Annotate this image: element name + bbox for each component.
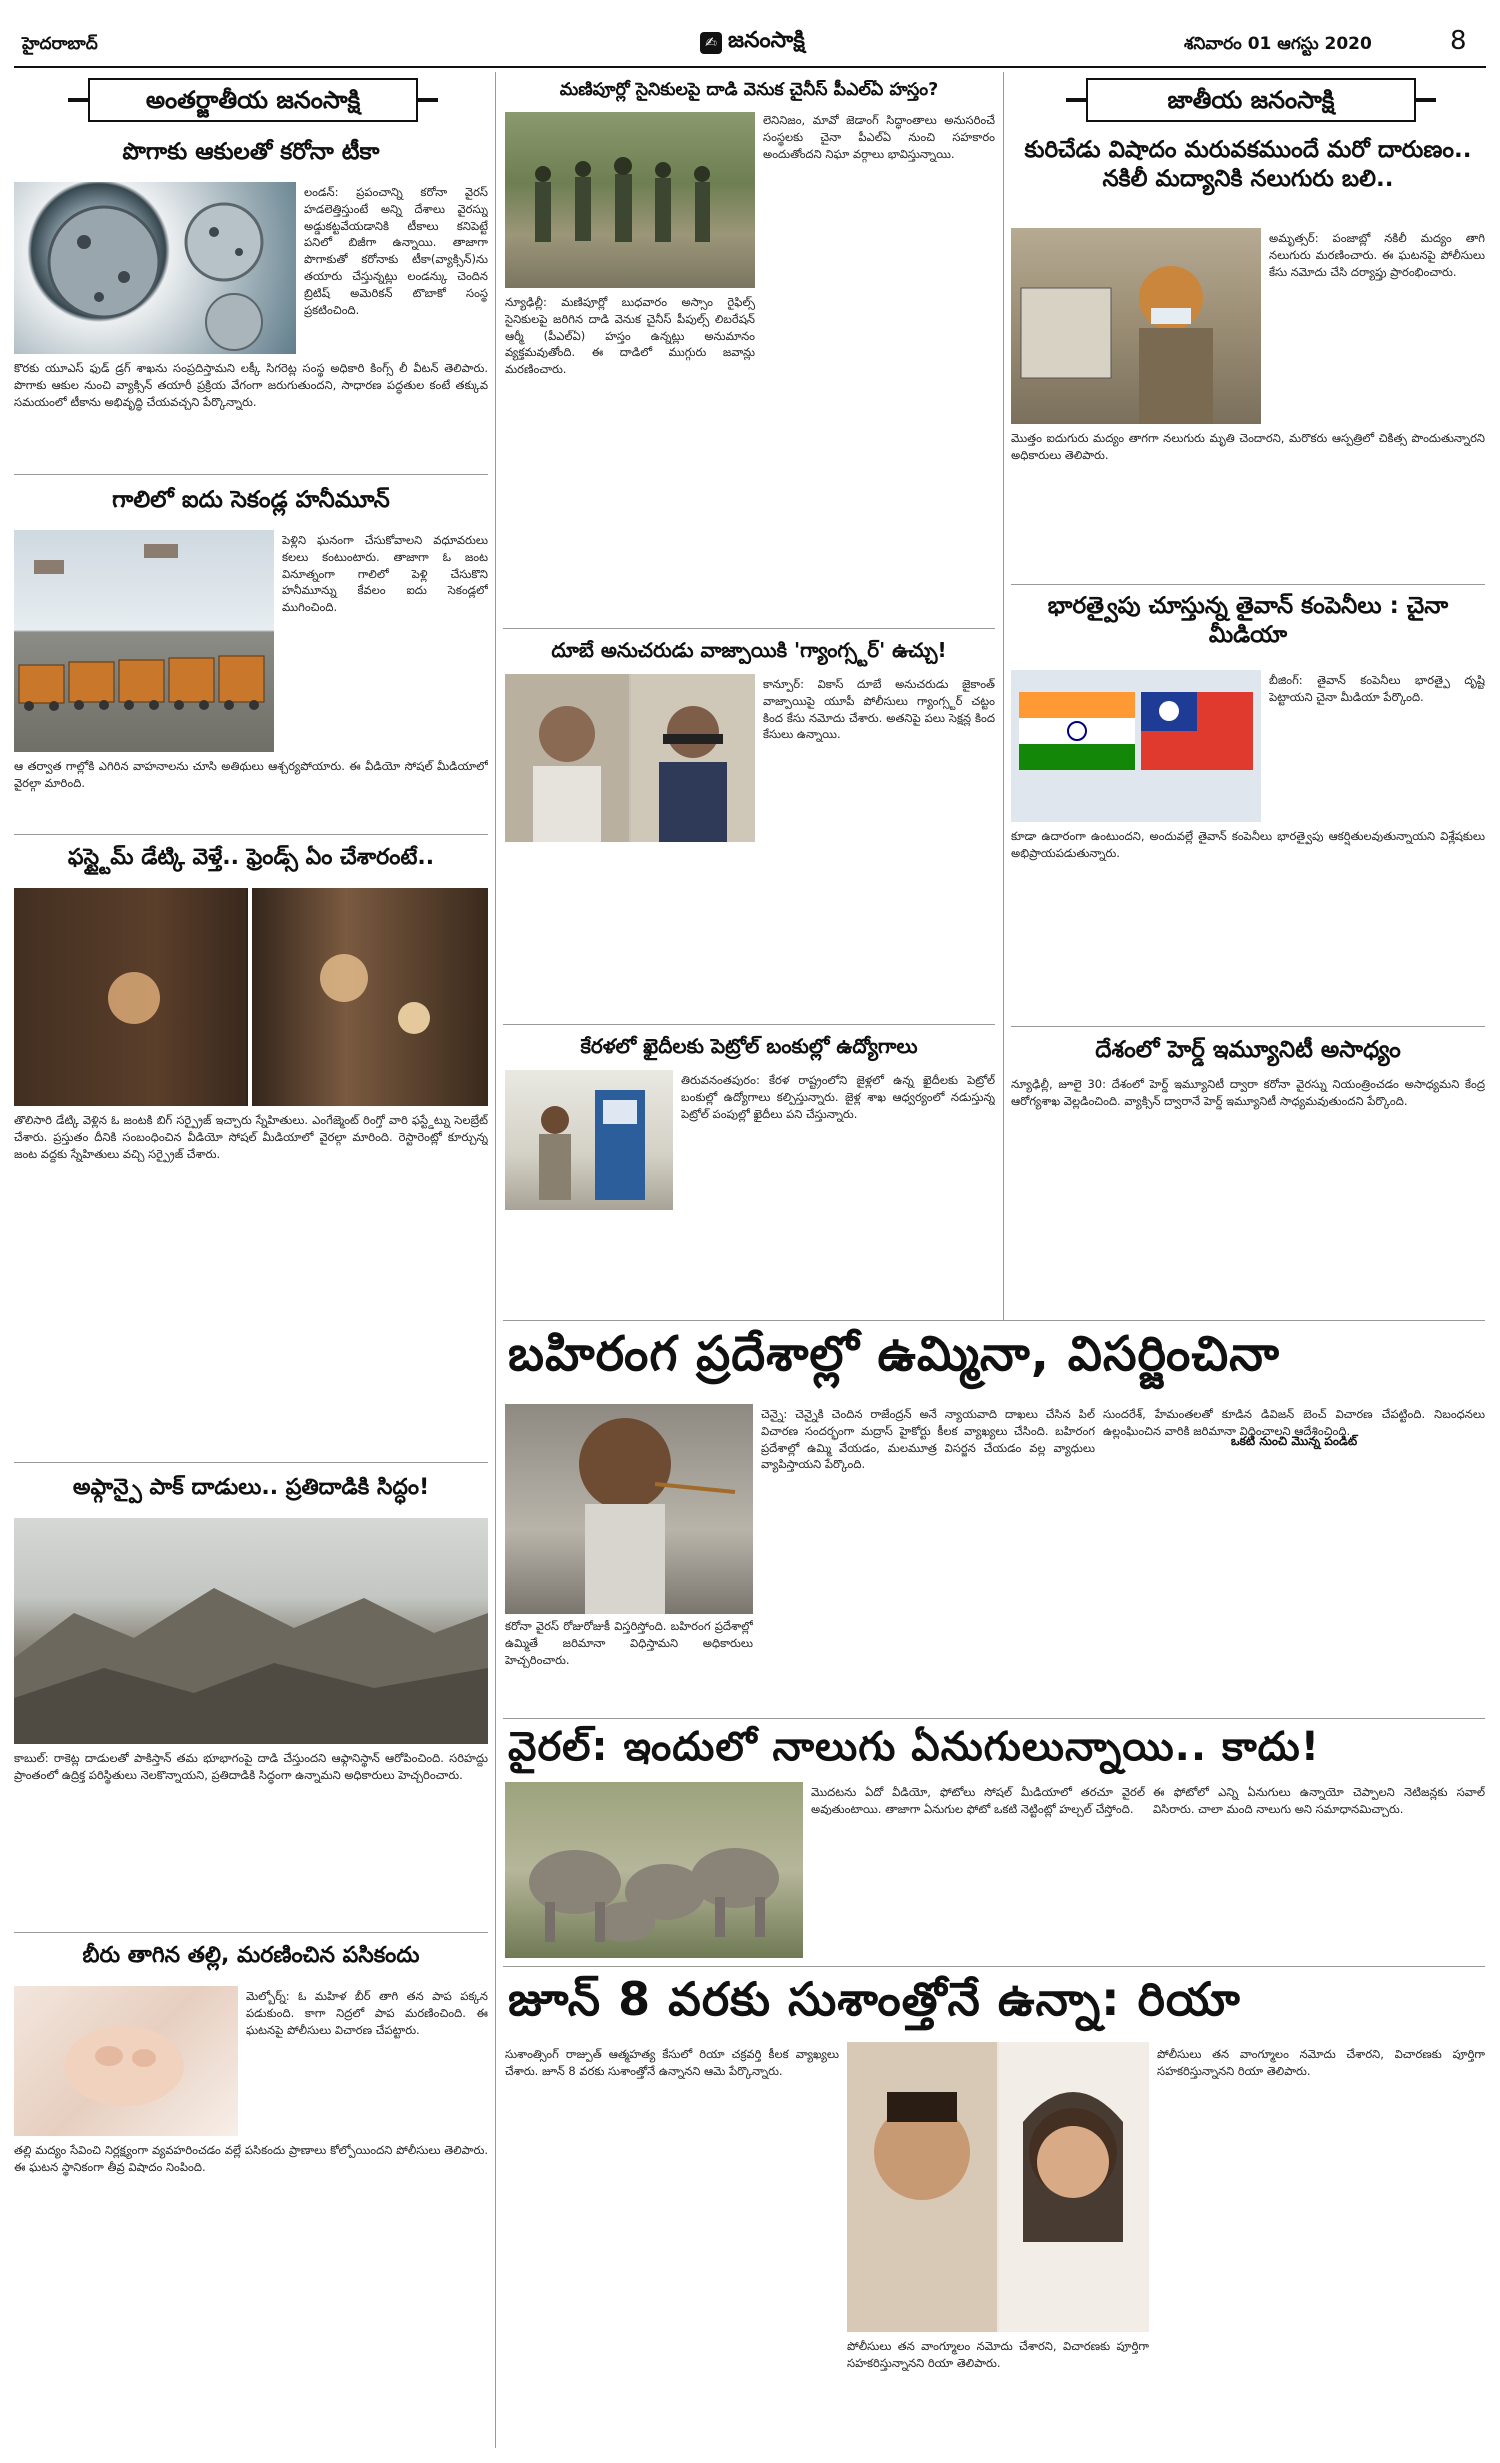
logo-icon: ✍ [700, 32, 722, 54]
soldiers-graphic [505, 112, 755, 288]
headline-first-date: ఫస్ట్టైమ్ డేట్కి వెళ్తే.. ఫ్రెండ్స్ ఏం చేశారంటే.. [67, 845, 435, 870]
article-spitting-col2: సుందరేశ్, హేమంతలతో కూడిన డివిజన్ బెంచ్ విచారణ చేపట్టింది. నిబంధనలు ఉల్లంఘించిన వారికి జరిమానా విధించాలని ఆదేశించింది. [1103, 1407, 1485, 1438]
rhea-graphic [847, 2042, 1149, 2332]
flags-photo [1011, 670, 1261, 822]
article-elephants-col2: ఈ ఫోటోలో ఎన్ని ఏనుగులు ఉన్నాయో చెప్పాలని నెటిజన్లకు సవాల్ విసిరారు. చాలా మంది నాలుగు అని సమాధానమిచ్చారు. [1153, 1785, 1485, 1816]
article-herd-body: న్యూఢిల్లీ, జూలై 30: దేశంలో హెర్డ్ ఇమ్యూనిటీ ద్వారా కరోనా వైరస్ను నియంత్రించడం అసాధ్యమని కేంద్ర ఆరోగ్యశాఖ వెల్లడించింది. వ్యాక్సిన్ ద్వారానే హెర్డ్ ఇమ్యూనిటీ సాధ్యమవుతుందని పేర్కొంది. [1011, 1077, 1485, 1108]
article-honeymoon-body-wide: ఆ తర్వాత గాల్లోకి ఎగిరిన వాహనాలను చూసి అతిథులు ఆశ్చర్యపోయారు. ఈ వీడియో సోషల్ మీడియాలో వైరల్గా మారింది. [14, 759, 488, 790]
headline-honeymoon: గాలిలో ఐదు సెకండ్ల హనీమూన్ [112, 487, 390, 513]
divider-7 [1011, 584, 1485, 585]
article-elephants-col1: మొదటను ఏదో వీడియో, ఫోటోలు సోషల్ మీడియాలో తరచూ వైరల్ అవుతుంటాయి. తాజాగా ఏనుగుల ఫోటో ఒకటి నెట్టింట్లో హల్చల్ చేస్తోంది. [811, 1785, 1145, 1816]
spitting-photo [505, 1404, 753, 1614]
spitting-caption: కరోనా వైరస్ రోజురోజుకీ విస్తరిస్తోంది. బహిరంగ ప్రదేశాల్లో ఉమ్మితే జరిమానా విధిస్తామని అధికారులు హెచ్చరించారు. [505, 1619, 753, 1667]
elephants-photo [505, 1782, 803, 1958]
virus-graphic [14, 182, 296, 354]
article-rhea-col2: పోలీసులు తన వాంగ్మూలం నమోదు చేశారని, విచారణకు పూర్తిగా సహకరిస్తున్నానని రియా తెలిపారు. [1157, 2047, 1485, 2078]
divider-left-lower [495, 1320, 496, 2448]
baby-graphic [14, 1986, 238, 2136]
mountains-photo [14, 1518, 488, 1744]
header-rule [14, 66, 1486, 68]
article-taiwan-body: బీజింగ్: తైవాన్ కంపెనీలు భారత్పై దృష్టి పెట్టాయని చైనా మీడియా పేర్కొంది. [1269, 673, 1485, 704]
article-first-date-body: తొలిసారి డేట్కి వెళ్లిన ఓ జంటకి బిగ్ సర్ప్రైజ్ ఇచ్చారు స్నేహితులు. ఎంగేజ్మెంట్ రింగ్తో వారి ఫస్ట్డేట్ను సెలబ్రేట్ చేశారు. ప్రస్తుతం దీనికి సంబంధించిన వీడియో సోషల్ మీడియాలో వైరల్గా మారింది. రెస్టారెంట్లో కూర్చున్న జంట వద్దకు స్నేహితులు వచ్చి సర్ప్రైజ్ చేశారు. [14, 1113, 488, 1161]
article-honeymoon-body: పెళ్లిని ఘనంగా చేసుకోవాలని వధూవరులు కలలు కంటుంటారు. తాజాగా ఓ జంట వినూత్నంగా గాలిలో పెళ్లి చేసుకొని హనీమూన్ను కేవలం ఐదు సెకండ్లలో ముగించింది. [282, 533, 488, 615]
article-rhea-col1: సుశాంత్సింగ్ రాజ్పుత్ ఆత్మహత్య కేసులో రియా చక్రవర్తి కీలక వ్యాఖ్యలు చేశారు. జూన్ 8 వరకు సుశాంత్తోనే ఉన్నానని ఆమె పేర్కొన్నారు. [505, 2047, 839, 2078]
trucks-graphic [14, 530, 274, 752]
trucks-photo [14, 530, 274, 752]
headline-rhea: జూన్ 8 వరకు సుశాంత్తోనే ఉన్నా: రియా [508, 1972, 1241, 2026]
headline-elephants: వైరల్: ఇందులో నాలుగు ఏనుగులున్నాయి.. కాదు! [508, 1724, 1320, 1770]
headline-dubey: దూబే అనుచరుడు వాజ్పాయికి 'గ్యాంగ్స్టర్' ఉచ్చు! [551, 638, 947, 662]
divider-2 [14, 834, 488, 835]
article-dubey-body: కాన్పూర్: వికాస్ దూబే అనుచరుడు జైకాంత్ వాజ్పాయిపై యూపీ పోలీసులు గ్యాంగ్స్టర్ చట్టం కింద కేసు నమోదు చేశారు. అతనిపై పలు సెక్షన్ల కింద కేసులు ఉన్నాయి. [763, 677, 995, 742]
article-tobacco-body-wide: కొరకు యూఎస్ ఫుడ్ డ్రగ్ శాఖను సంప్రదిస్తామని లక్కీ సిగరెట్ల సంస్థ అధికారి కింగ్స్ లీ వీటన్ తెలిపారు. పొగాకు ఆకుల నుంచి వ్యాక్సిన్ తయారీ ప్రక్రియ వేగంగా జరుగుతుందని, సాధారణ పద్ధతుల కంటే తక్కువ సమయంలో టీకాను అభివృద్ధి చేయవచ్చని పేర్కొన్నారు. [14, 361, 488, 409]
virus-photo [14, 182, 296, 354]
dubey-photo [505, 674, 755, 842]
spitting-graphic [505, 1404, 753, 1614]
headline-kerala: కేరళలో ఖైదీలకు పెట్రోల్ బంకుల్లో ఉద్యోగాలు [580, 1034, 918, 1058]
headline-tobacco-vaccine: పొగాకు ఆకులతో కరోనా టీకా [122, 139, 380, 165]
header-city: హైదరాబాద్ [22, 34, 98, 54]
article-tobacco-body: లండన్: ప్రపంచాన్ని కరోనా వైరస్ హడలెత్తిస్తుంటే అన్ని దేశాలు వైరస్ను అడ్డుకట్టవేయడానికి టీకాలు కనిపెట్టే పనిలో బిజీగా ఉన్నాయి. తాజాగా పొగాకుతో కరోనాకు టీకా(వ్యాక్సిన్)ను తయారు చేస్తున్నట్లు లండన్కు చెందిన బ్రిటిష్ అమెరికన్ టొబాకో సంస్థ ప్రకటించింది. [304, 185, 488, 317]
headline-liquor: కురిచేడు విషాదం మరువకముందే మరో దారుణం.. నకిలీ మద్యానికి నలుగురు బలి.. [1024, 137, 1472, 192]
divider-10 [503, 1718, 1485, 1719]
baby-photo [14, 1986, 238, 2136]
headline-herd-immunity: దేశంలో హెర్డ్ ఇమ్యూనిటీ అసాధ్యం [1095, 1037, 1401, 1063]
header-logo [700, 28, 805, 58]
headline-afghan: అఫ్గాన్పై పాక్ దాడులు.. ప్రతిదాడికి సిద్ధం! [72, 1475, 430, 1500]
police-photo [1011, 228, 1261, 424]
article-manipur-body-wide: న్యూఢిల్లీ: మణిపూర్లో బుధవారం అస్సాం రైఫిల్స్ సైనికులపై జరిగిన దాడి వెనుక చైనీస్ పీపుల్స్ లిబరేషన్ ఆర్మీ (పీఎల్ఏ) హస్తం ఉన్నట్లు అనుమానం వ్యక్తమవుతోంది. ఈ దాడిలో ముగ్గురు జవాన్లు మరణించారు. [505, 295, 755, 377]
headline-taiwan: భారత్వైపు చూస్తున్న తైవాన్ కంపెనీలు : చైనా మీడియా [1047, 593, 1449, 648]
dubey-graphic [505, 674, 755, 842]
article-afghan-body: కాబుల్: రాకెట్ల దాడులతో పాకిస్తాన్ తమ భూభాగంపై దాడి చేస్తుందని ఆఫ్గానిస్థాన్ ఆరోపించింది. సరిహద్దు ప్రాంతంలో ఉద్రిక్త పరిస్థితులు నెలకొన్నాయని, ప్రతిదాడికి సిద్ధంగా ఉన్నామని అధికారులు హెచ్చరించారు. [14, 1751, 488, 1782]
article-liquor-body-wide: మొత్తం ఐదుగురు మద్యం తాగగా నలుగురు మృతి చెందారని, మరొకరు ఆస్పత్రిలో చికిత్స పొందుతున్నారని అధికారులు తెలిపారు. [1011, 431, 1485, 462]
mountains-graphic [14, 1518, 488, 1744]
divider-1 [14, 474, 488, 475]
police-graphic [1011, 228, 1261, 424]
logo-text: జనంసాక్షి [728, 28, 805, 53]
petrol-pump-photo [505, 1070, 673, 1210]
divider-9 [503, 1320, 1485, 1321]
rhea-photo [847, 2042, 1149, 2332]
article-taiwan-body-wide: కూడా ఉదారంగా ఉంటుందని, అందువల్లే తైవాన్ కంపెనీలు భారత్వైపు ఆకర్షితులవుతున్నాయని విశ్లేషకులు అభిప్రాయపడుతున్నారు. [1011, 829, 1485, 860]
restaurant-graphic [14, 888, 488, 1106]
article-baby-body: మెల్బోర్న్: ఓ మహిళ బీర్ తాగి తన పాప పక్కన పడుకుంది. కాగా నిద్రలో పాప మరణించింది. ఈ ఘటనపై పోలీసులు విచారణ చేపట్టారు. [246, 1989, 488, 2037]
divider-8 [1011, 1026, 1485, 1027]
flags-graphic [1011, 670, 1261, 822]
restaurant-photo [14, 888, 488, 1106]
divider-3 [14, 1462, 488, 1463]
article-manipur-body: లెనినిజం, మావో జెడాంగ్ సిద్ధాంతాలు అనుసరించే సంస్థలకు చైనా పీఎల్ఏ నుంచి సహకారం అందుతోందని నిఘా వర్గాలు భావిస్తున్నాయి. [763, 113, 995, 161]
elephants-graphic [505, 1782, 803, 1958]
divider-4 [14, 1932, 488, 1933]
header-date: శనివారం 01 ఆగస్టు 2020 [1184, 34, 1372, 54]
article-rhea-under-photo: పోలీసులు తన వాంగ్మూలం నమోదు చేశారని, విచారణకు పూర్తిగా సహకరిస్తున్నానని రియా తెలిపారు. [847, 2339, 1149, 2370]
divider-5 [503, 628, 995, 629]
section-international: అంతర్జాతీయ జనంసాక్షి [88, 78, 418, 122]
article-baby-body-wide: తల్లి మద్యం సేవించి నిర్లక్ష్యంగా వ్యవహరించడం వల్లే పసికందు ప్రాణాలు కోల్పోయిందని పోలీసులు తెలిపారు. ఈ ఘటన స్థానికంగా తీవ్ర విషాదం నింపింది. [14, 2143, 488, 2174]
headline-manipur: మణిపూర్లో సైనికులపై దాడి వెనుక చైనీస్ పీఎల్ఏ హస్తం? [559, 80, 939, 100]
divider-left [495, 72, 496, 1320]
divider-11 [503, 1966, 1485, 1967]
page-number: 8 [1450, 26, 1467, 56]
divider-right [1003, 72, 1004, 1320]
spitting-subhead: ఒకటి నుంచి మొన్న పండిట్ [1230, 1434, 1358, 1448]
pump-graphic [505, 1070, 673, 1210]
article-kerala-body: తిరువనంతపురం: కేరళ రాష్ట్రంలోని జైళ్లలో ఉన్న ఖైదీలకు పెట్రోల్ బంకుల్లో ఉద్యోగాలు కల్పిస్తున్నారు. జైళ్ల శాఖ ఆధ్వర్యంలో నడుస్తున్న పెట్రోల్ పంపుల్లో ఖైదీలు పని చేస్తున్నారు. [681, 1073, 995, 1121]
article-spitting-col1: చెన్నై: చెన్నైకి చెందిన రాజేంద్రన్ అనే న్యాయవాది దాఖలు చేసిన పిల్ విచారణ సందర్భంగా మద్రాస్ హైకోర్టు కీలక వ్యాఖ్యలు చేసింది. బహిరంగ ప్రదేశాల్లో ఉమ్మి వేయడం, మలమూత్ర విసర్జన చేయడం వల్ల వ్యాధులు వ్యాపిస్తాయని పేర్కొంది. [761, 1407, 1095, 1472]
divider-6 [503, 1024, 995, 1025]
article-liquor-body: అమృత్సర్: పంజాబ్లో నకిలీ మద్యం తాగి నలుగురు మరణించారు. ఈ ఘటనపై పోలీసులు కేసు నమోదు చేసి దర్యాప్తు ప్రారంభించారు. [1269, 231, 1485, 279]
section-national: జాతీయ జనంసాక్షి [1086, 78, 1416, 122]
headline-baby: బీరు తాగిన తల్లి, మరణించిన పసికందు [82, 1943, 420, 1968]
headline-spitting: బహిరంగ ప్రదేశాల్లో ఉమ్మినా, విసర్జించినా [508, 1326, 1280, 1382]
soldiers-photo [505, 112, 755, 288]
